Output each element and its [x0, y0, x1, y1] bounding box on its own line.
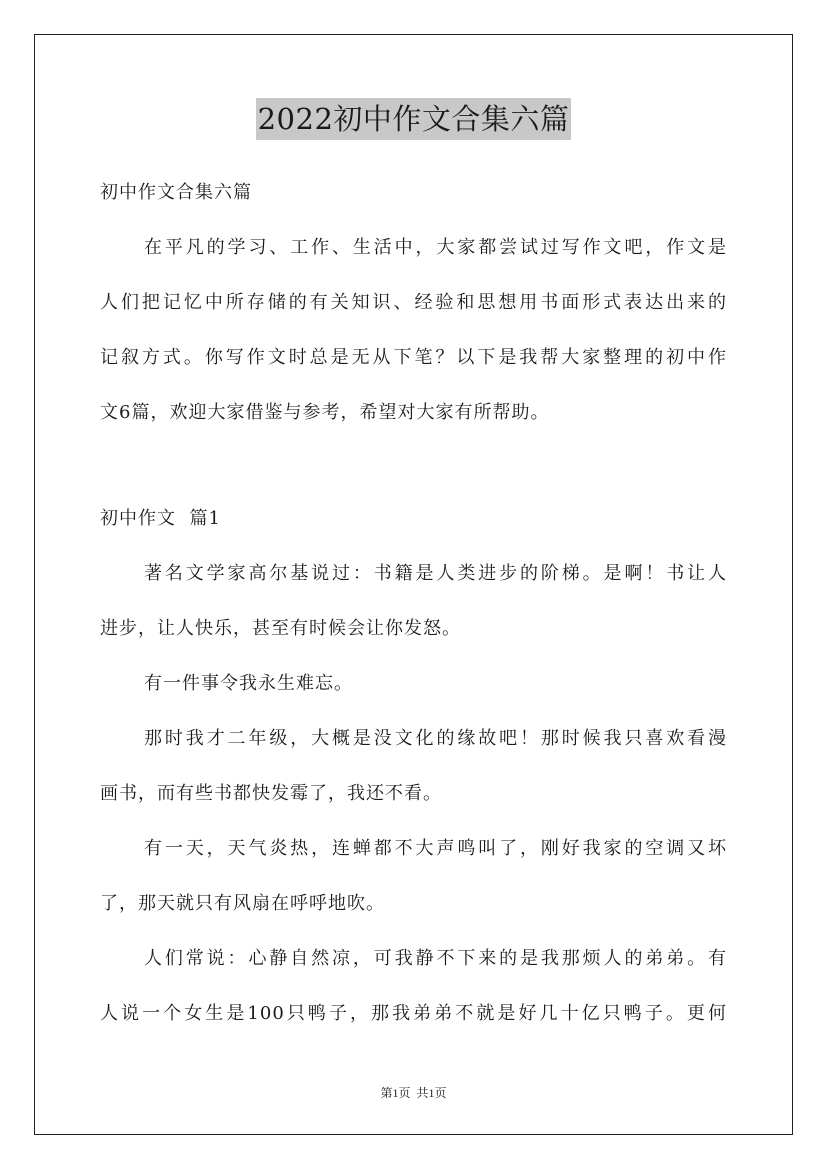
- body-line: 那时我才二年级，大概是没文化的缘故吧！那时候我只喜欢看漫: [144, 728, 727, 749]
- intro-line: 记叙方式。你写作文时总是无从下笔？以下是我帮大家整理的初中作: [100, 347, 727, 368]
- intro-line: 文6篇，欢迎大家借鉴与参考，希望对大家有所帮助。: [100, 402, 550, 423]
- body-line: 进步，让人快乐，甚至有时候会让你发怒。: [100, 618, 461, 639]
- title-wrap: [0, 98, 827, 140]
- document-subtitle: 初中作文合集六篇: [100, 182, 252, 203]
- intro-line: 在平凡的学习、工作、生活中，大家都尝试过写作文吧，作文是: [144, 237, 727, 258]
- body-line: 人们常说：心静自然凉，可我静不下来的是我那烦人的弟弟。有: [144, 948, 727, 969]
- body-line: 画书，而有些书都快发霉了，我还不看。: [100, 783, 442, 804]
- body-line: 人说一个女生是100只鸭子，那我弟弟不就是好几十亿只鸭子。更何: [100, 1003, 727, 1024]
- section-heading: 初中作文 篇1: [100, 508, 221, 529]
- page-footer: 第1页 共1页: [380, 1086, 447, 1100]
- body-line: 有一天，天气炎热，连蝉都不大声鸣叫了，刚好我家的空调又坏: [144, 838, 727, 859]
- document-title: 2022初中作文合集六篇: [256, 98, 572, 140]
- intro-line: 人们把记忆中所存储的有关知识、经验和思想用书面形式表达出来的: [100, 292, 727, 313]
- body-line: 有一件事令我永生难忘。: [144, 673, 353, 694]
- body-line: 著名文学家高尔基说过：书籍是人类进步的阶梯。是啊！书让人: [144, 563, 727, 584]
- body-line: 了，那天就只有风扇在呼呼地吹。: [100, 893, 385, 914]
